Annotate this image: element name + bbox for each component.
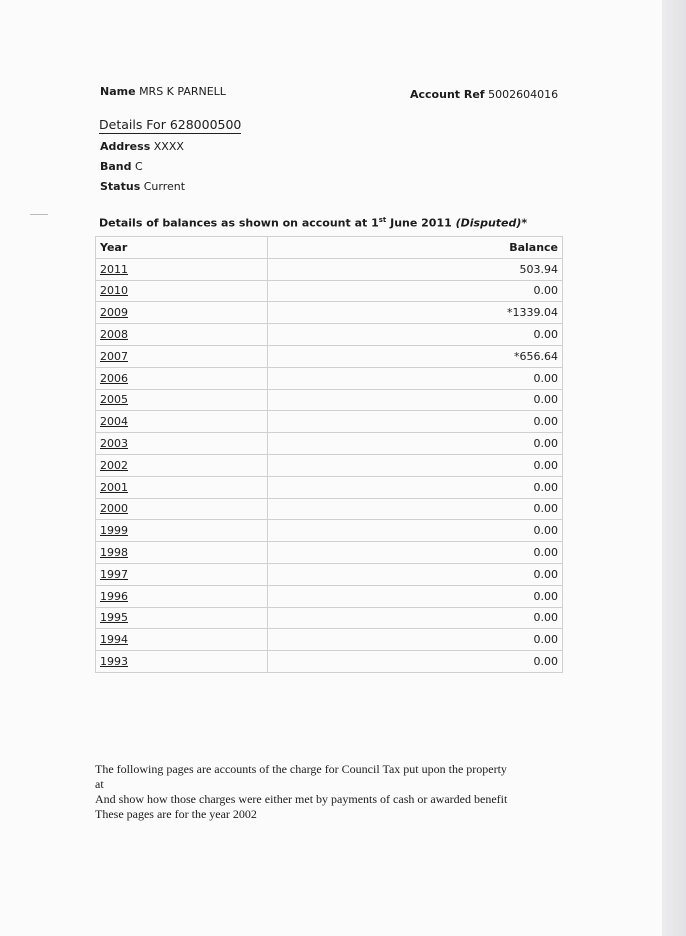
year-cell: 1994	[96, 629, 268, 651]
band-line	[100, 160, 143, 174]
balances-heading: Details of balances as shown on account at 1st June 2011 (Disputed)*	[99, 216, 528, 230]
name-label: Name	[100, 85, 136, 98]
table-row	[96, 520, 563, 542]
band-label: Band	[100, 160, 132, 173]
table-row	[96, 476, 563, 498]
balance-cell: *1339.04	[268, 302, 563, 324]
footer-note	[95, 762, 565, 822]
year-cell: 1998	[96, 542, 268, 564]
balance-cell: 0.00	[268, 433, 563, 455]
year-cell: 2009	[96, 302, 268, 324]
balance-cell: 0.00	[268, 367, 563, 389]
footer-line: And show how those charges were either met by payments of cash or awarded benefit	[95, 792, 508, 806]
table-row	[96, 542, 563, 564]
balance-cell: 0.00	[268, 389, 563, 411]
balances-table	[95, 236, 563, 673]
balance-cell: 0.00	[268, 454, 563, 476]
table-row	[96, 389, 563, 411]
table-row	[96, 345, 563, 367]
balance-cell: 0.00	[268, 607, 563, 629]
table-row	[96, 411, 563, 433]
year-cell: 1996	[96, 585, 268, 607]
address-line	[100, 140, 184, 154]
balance-cell: 0.00	[268, 280, 563, 302]
table-row	[96, 607, 563, 629]
year-cell: 2006	[96, 367, 268, 389]
account-ref-value: 5002604016	[488, 88, 559, 101]
table-row	[96, 258, 563, 280]
footer-line: These pages are for the year 2002	[95, 807, 257, 821]
balance-cell: 0.00	[268, 411, 563, 433]
scan-mark	[30, 214, 48, 215]
name-value: MRS K PARNELL	[139, 85, 226, 98]
year-cell: 2000	[96, 498, 268, 520]
table-row	[96, 563, 563, 585]
year-cell: 1999	[96, 520, 268, 542]
balance-cell: 0.00	[268, 520, 563, 542]
details-title: Details For 628000500	[99, 117, 242, 132]
balance-column-header: Balance	[268, 237, 563, 259]
year-cell: 2005	[96, 389, 268, 411]
table-row	[96, 324, 563, 346]
balance-cell: 0.00	[268, 498, 563, 520]
balance-cell: 0.00	[268, 542, 563, 564]
balance-cell: 0.00	[268, 476, 563, 498]
balance-cell: 0.00	[268, 563, 563, 585]
table-row	[96, 302, 563, 324]
footer-line: The following pages are accounts of the charge for Council Tax put upon the property	[95, 762, 507, 776]
table-row	[96, 498, 563, 520]
table-row	[96, 651, 563, 673]
balance-cell: 0.00	[268, 629, 563, 651]
year-cell: 2007	[96, 345, 268, 367]
status-value: Current	[143, 180, 186, 193]
year-cell: 2010	[96, 280, 268, 302]
year-cell: 2001	[96, 476, 268, 498]
year-cell: 1997	[96, 563, 268, 585]
table-header-row	[96, 237, 563, 259]
status-label: Status	[100, 180, 141, 193]
account-ref-label: Account Ref	[410, 88, 485, 101]
year-cell: 2011	[96, 258, 268, 280]
table-row	[96, 629, 563, 651]
year-cell: 2002	[96, 454, 268, 476]
band-value: C	[135, 160, 143, 173]
table-row	[96, 454, 563, 476]
address-value: XXXX	[153, 140, 184, 153]
year-cell: 1993	[96, 651, 268, 673]
page-edge	[662, 0, 686, 936]
table-row	[96, 280, 563, 302]
balance-cell: 0.00	[268, 324, 563, 346]
balance-cell: 0.00	[268, 651, 563, 673]
account-ref	[410, 88, 558, 102]
customer-name	[100, 85, 226, 99]
table-row	[96, 585, 563, 607]
table-row	[96, 433, 563, 455]
balance-cell: 0.00	[268, 585, 563, 607]
year-cell: 1995	[96, 607, 268, 629]
footer-line: at	[95, 777, 104, 791]
table-row	[96, 367, 563, 389]
balance-cell: *656.64	[268, 345, 563, 367]
balance-cell: 503.94	[268, 258, 563, 280]
address-label: Address	[100, 140, 151, 153]
status-line	[100, 180, 185, 194]
year-cell: 2004	[96, 411, 268, 433]
year-cell: 2003	[96, 433, 268, 455]
year-column-header: Year	[96, 237, 268, 259]
year-cell: 2008	[96, 324, 268, 346]
